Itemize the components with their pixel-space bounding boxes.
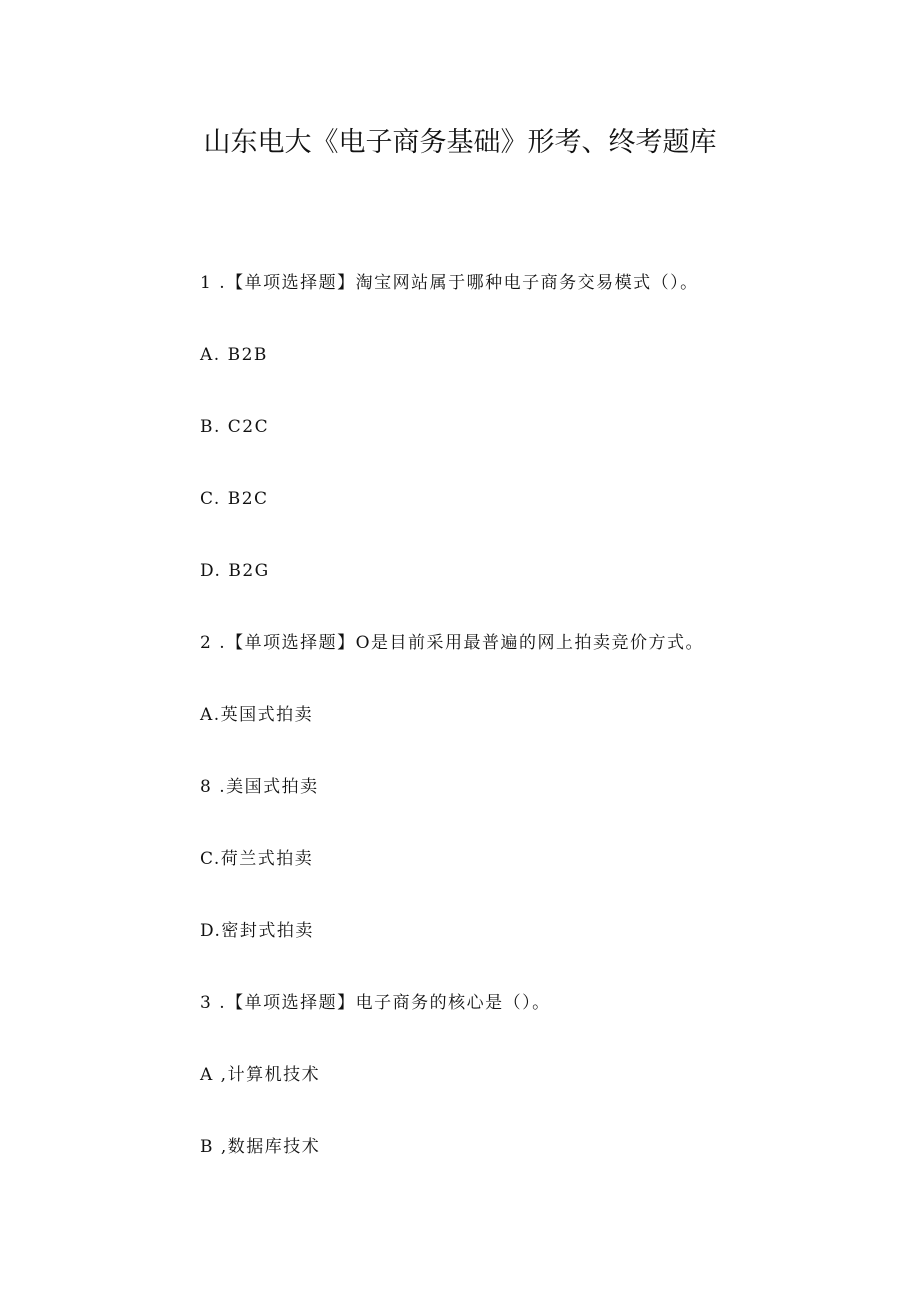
question-3-option-a: A ,计算机技术 bbox=[200, 1065, 321, 1085]
question-2-option-b: 8 .美国式拍卖 bbox=[200, 777, 319, 797]
question-1-option-b: B. C2C bbox=[200, 417, 270, 437]
question-1-option-c: C. B2C bbox=[200, 489, 269, 509]
question-1-option-a: A. B2B bbox=[200, 345, 268, 365]
question-1-option-d: D. B2G bbox=[200, 561, 270, 581]
question-2-option-c: C.荷兰式拍卖 bbox=[200, 849, 314, 869]
question-2-stem: 2 .【单项选择题】O是目前采用最普遍的网上拍卖竞价方式。 bbox=[200, 633, 705, 653]
document-title: 山东电大《电子商务基础》形考、终考题库 bbox=[203, 127, 717, 158]
question-1-stem: 1 .【单项选择题】淘宝网站属于哪种电子商务交易模式（）。 bbox=[200, 273, 699, 293]
question-3-stem: 3 .【单项选择题】电子商务的核心是（）。 bbox=[200, 993, 551, 1013]
question-2-option-d: D.密封式拍卖 bbox=[200, 921, 314, 941]
question-2-option-a: A.英国式拍卖 bbox=[200, 705, 314, 725]
question-3-option-b: B ,数据库技术 bbox=[200, 1137, 321, 1157]
